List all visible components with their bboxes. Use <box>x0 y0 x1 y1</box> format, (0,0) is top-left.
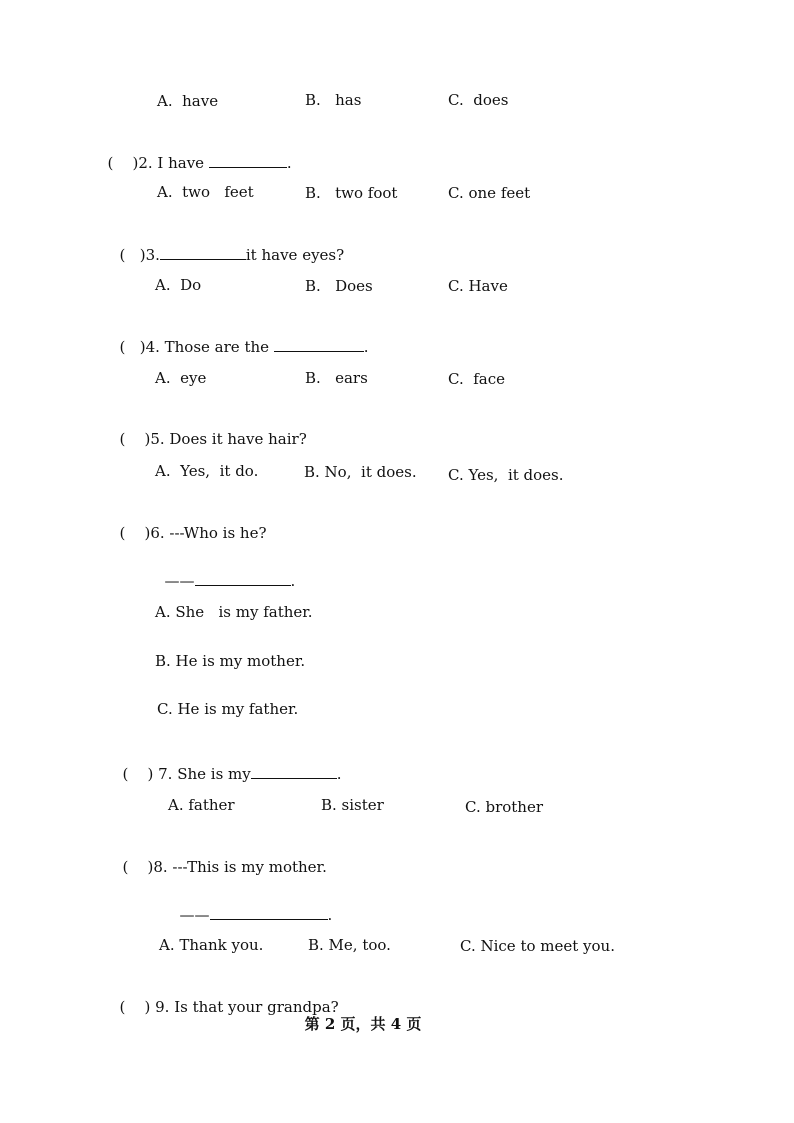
question-8 <box>113 845 327 875</box>
question-text: 6. ---Who is he? <box>150 524 267 542</box>
question-2 <box>98 140 292 171</box>
question-text: 8. ---This is my mother. <box>153 858 327 876</box>
q3-option-b: B. Does <box>305 277 373 295</box>
answer-paren: ( ) <box>119 998 151 1016</box>
q6-answer-line <box>155 558 295 589</box>
answer-blank <box>195 573 291 586</box>
question-end: . <box>286 154 292 172</box>
q1-option-a: A. have <box>157 92 219 110</box>
q7-option-b: B. sister <box>321 796 384 814</box>
q3-option-c: C. Have <box>448 277 508 295</box>
q1-option-c: C. does <box>448 91 509 109</box>
answer-paren: ( ) <box>122 765 154 783</box>
q6-option-a: A. She is my father. <box>155 603 313 621</box>
q5-option-c: C. Yes, it does. <box>448 466 564 484</box>
q8-answer-line <box>170 892 332 923</box>
page-footer: 第 2 页，共 4 页 <box>304 1015 422 1033</box>
answer-end: . <box>327 906 333 924</box>
q8-option-b: B. Me, too. <box>308 936 391 954</box>
question-text: 9. Is that your grandpa? <box>155 998 339 1016</box>
q7-option-c: C. brother <box>465 798 544 816</box>
q6-option-b: B. He is my mother. <box>155 652 306 670</box>
q3-option-a: A. Do <box>155 276 202 294</box>
question-text: 3. <box>145 246 160 264</box>
question-text: 4. Those are the <box>145 338 270 356</box>
answer-end: . <box>290 572 296 590</box>
answer-dash: —— <box>164 572 195 590</box>
q7-option-a: A. father <box>168 796 235 814</box>
question-4 <box>110 324 369 355</box>
q8-option-a: A. Thank you. <box>159 936 264 954</box>
answer-paren: ( ) <box>122 858 154 876</box>
q4-option-b: B. ears <box>305 369 368 387</box>
q6-option-c: C. He is my father. <box>157 700 299 718</box>
question-9 <box>110 985 339 1015</box>
q2-option-c: C. one feet <box>448 184 531 202</box>
q4-option-c: C. face <box>448 370 506 388</box>
question-end: . <box>336 765 342 783</box>
question-text: 2. I have <box>138 154 205 172</box>
answer-paren: ( ) <box>107 154 139 172</box>
q8-option-c: C. Nice to meet you. <box>460 937 615 955</box>
answer-paren: ( ) <box>119 246 146 264</box>
answer-blank <box>251 766 337 779</box>
question-text: 7. She is my <box>158 765 251 783</box>
answer-paren: ( ) <box>119 338 146 356</box>
answer-paren: ( ) <box>119 430 151 448</box>
answer-blank <box>274 339 364 352</box>
answer-blank <box>210 907 328 920</box>
question-6 <box>110 511 267 541</box>
q5-option-b: B. No, it does. <box>304 463 417 481</box>
answer-blank <box>160 247 246 260</box>
question-5 <box>110 417 307 447</box>
q4-option-a: A. eye <box>155 369 207 387</box>
question-3 <box>110 232 344 263</box>
answer-blank <box>209 155 287 168</box>
q5-option-a: A. Yes, it do. <box>155 462 259 480</box>
q2-option-a: A. two feet <box>157 183 254 201</box>
question-text: 5. Does it have hair? <box>150 430 307 448</box>
q2-option-b: B. two foot <box>305 184 398 202</box>
answer-dash: —— <box>179 906 210 924</box>
q1-option-b: B. has <box>305 91 362 109</box>
question-end: it have eyes? <box>245 246 345 264</box>
question-end: . <box>363 338 369 356</box>
answer-paren: ( ) <box>119 524 151 542</box>
question-7 <box>113 751 342 782</box>
